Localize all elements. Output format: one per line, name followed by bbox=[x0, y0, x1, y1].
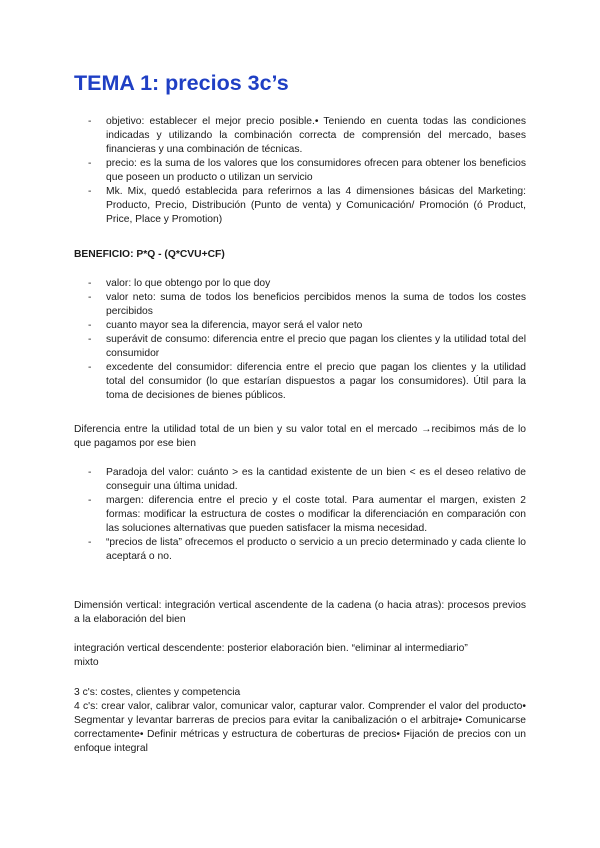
page-title: TEMA 1: precios 3c’s bbox=[74, 71, 289, 95]
value-list bbox=[88, 277, 526, 403]
list-item: - cuanto mayor sea la diferencia, mayor será el valor neto bbox=[88, 319, 526, 333]
list-item: - Paradoja del valor: cuánto > es la cantidad existente de un bien < es el deseo relativo de conseguir una última unidad. bbox=[88, 466, 526, 494]
intro-list bbox=[88, 115, 526, 227]
three-cs-line: 3 c's: costes, clientes y competencia bbox=[74, 687, 241, 698]
list-item: - margen: diferencia entre el precio y el coste total. Para aumentar el margen, existen 2 formas: modificar la estructura de costes o modificar la diferenciación en comparación con las soluciones alternativas que pueden satisfacer la misma necesidad. bbox=[88, 494, 526, 536]
cs-block bbox=[74, 686, 526, 756]
list-item: - “precios de lista” ofrecemos el producto o servicio a un precio determinado y cada cliente lo aceptará o no. bbox=[88, 536, 526, 564]
margin-list bbox=[88, 466, 526, 564]
beneficio-heading: BENEFICIO: P*Q - (Q*CVU+CF) bbox=[74, 249, 225, 260]
integracion-line: integración vertical descendente: posterior elaboración bien. “eliminar al intermediario” bbox=[74, 643, 468, 654]
diferencia-paragraph: Diferencia entre la utilidad total de un bien y su valor total en el mercado →recibimos más de lo que pagamos por ese bien bbox=[74, 424, 526, 449]
list-item: - excedente del consumidor: diferencia entre el precio que pagan los clientes y la utilidad total del consumidor (lo que estarían dispuestos a pagar los consumidores). Útil para la toma de decisiones de bienes públicos. bbox=[88, 361, 526, 403]
integracion-block bbox=[74, 642, 526, 670]
dimension-paragraph: Dimensión vertical: integración vertical ascendente de la cadena (o hacia atras): procesos previos a la elaboración del bien bbox=[74, 600, 526, 625]
four-cs-paragraph: 4 c's: crear valor, calibrar valor, comunicar valor, capturar valor. Comprender el valor del producto• Segmentar y levantar barreras de precios para evitar la canibalización o el arbitraje• Comunicarse correctamente• Definir métricas y estructura de coberturas de precios• Fijación de precios con un enfoque integral bbox=[74, 701, 526, 754]
list-item: - valor: lo que obtengo por lo que doy bbox=[88, 277, 526, 291]
list-item: - precio: es la suma de los valores que los consumidores ofrecen para obtener los beneficios que poseen un producto o utilizan un servicio bbox=[88, 157, 526, 185]
list-item: - valor neto: suma de todos los beneficios percibidos menos la suma de todos los costes percibidos bbox=[88, 291, 526, 319]
list-item: - Mk. Mix, quedó establecida para referirnos a las 4 dimensiones básicas del Marketing: Producto, Precio, Distribución (Punto de venta) y Comunicación/ Promoción (ó Product, Price, Place y Promotion) bbox=[88, 185, 526, 227]
list-item: - superávit de consumo: diferencia entre el precio que pagan los clientes y la utilidad total del consumidor bbox=[88, 333, 526, 361]
mixto-line: mixto bbox=[74, 657, 99, 668]
list-item: - objetivo: establecer el mejor precio posible.• Teniendo en cuenta todas las condiciones indicadas y utilizando la combinación correcta de comprensión del mercado, bases financieras y una combinación de técnicas. bbox=[88, 115, 526, 157]
